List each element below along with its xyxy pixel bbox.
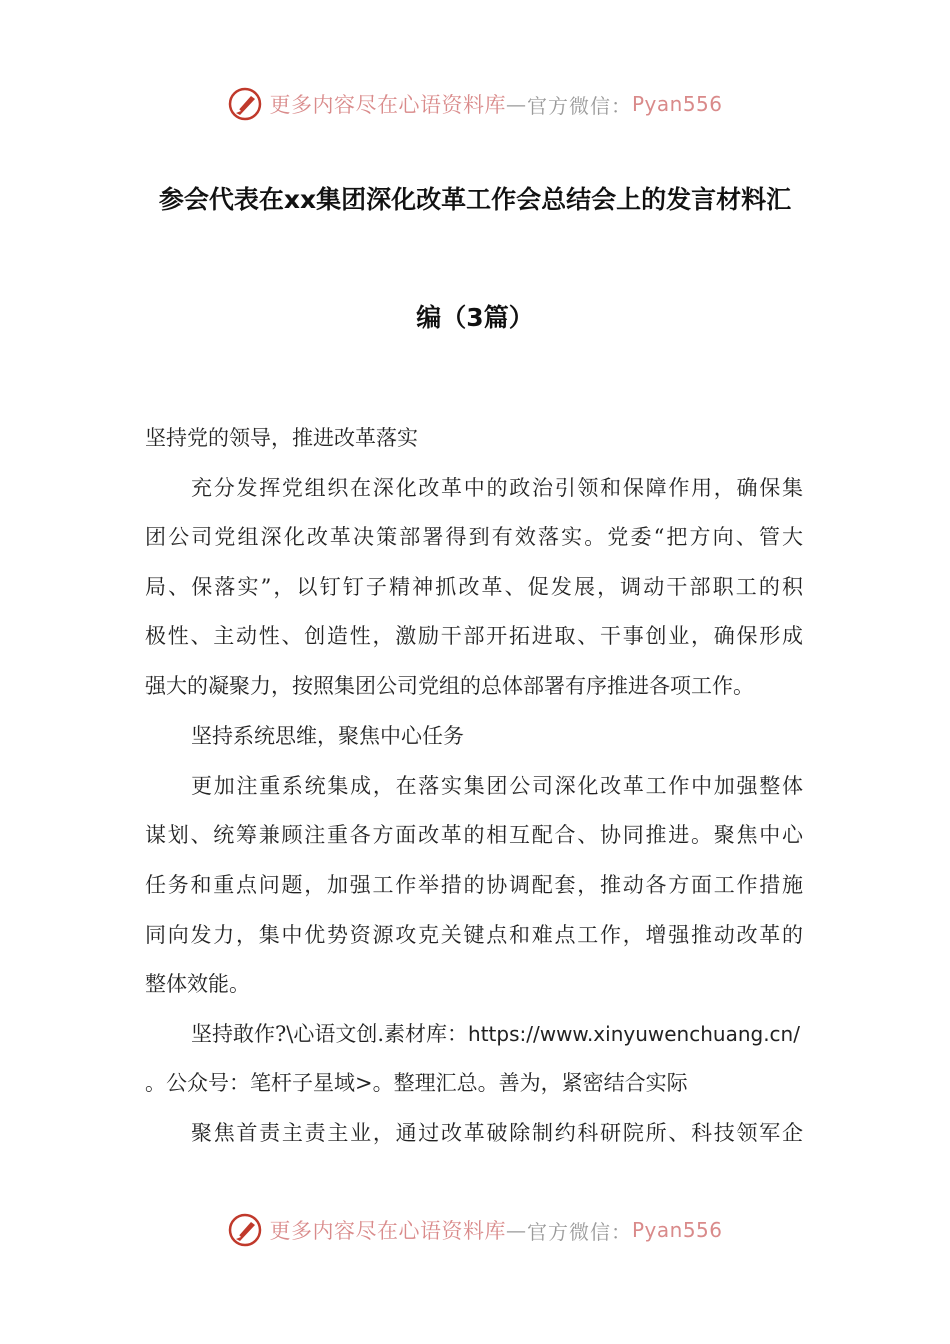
source-url-link[interactable]: https://www.xinyuwenchuang.cn/ [468,1022,800,1046]
paragraph-line: 聚焦首责主责主业，通过改革破除制约科研院所、科技领军企 [191,1121,803,1145]
paragraph-line: 极性、主动性、创造性，激励干部开拓进取、干事创业，确保形成 [145,624,803,648]
document-title-line-1: 参会代表在xx集团深化改革工作会总结会上的发言材料汇 [158,185,792,214]
paragraph-line: 。公众号：笔杆子星域>。整理汇总。善为，紧密结合实际 [145,1071,688,1095]
section-heading-1: 坚持党的领导，推进改革落实 [145,426,418,450]
banner-dash: — [505,1218,527,1242]
section-heading-3 [191,1020,800,1048]
section-heading-2: 坚持系统思维，聚焦中心任务 [191,724,464,748]
paragraph-line: 充分发挥党组织在深化改革中的政治引领和保障作用，确保集 [191,476,803,500]
pen-logo-icon [227,86,263,122]
banner-wechat-id: Pyan556 [631,1218,723,1242]
banner-text: 更多内容尽在心语资料库 [269,93,506,117]
paragraph-line: 整体效能。 [145,972,250,996]
banner-wechat-label: 官方微信： [526,93,632,118]
pen-logo-icon [227,1212,263,1248]
banner-wechat-label: 官方微信： [526,1219,632,1244]
paragraph-line: 更加注重系统集成，在落实集团公司深化改革工作中加强整体 [191,774,803,798]
paragraph-line: 谋划、统筹兼顾注重各方面改革的相互配合、协同推进。聚焦中心 [145,823,803,847]
heading-3-text: 坚持敢作?\心语文创.素材库： [191,1022,469,1046]
banner-wechat-id: Pyan556 [631,92,723,116]
banner-dash: — [505,92,527,116]
paragraph-line: 团公司党组深化改革决策部署得到有效落实。党委“把方向、管大 [145,525,803,549]
header-watermark-banner [0,82,950,126]
paragraph-line: 同向发力，集中优势资源攻克关键点和难点工作，增强推动改革的 [145,923,803,947]
document-title-line-2: 编（3篇） [416,303,534,332]
paragraph-line: 任务和重点问题，加强工作举措的协调配套，推动各方面工作措施 [145,873,803,897]
paragraph-line: 局、保落实”，以钉钉子精神抓改革、促发展，调动干部职工的积 [145,575,803,599]
paragraph-line: 强大的凝聚力，按照集团公司党组的总体部署有序推进各项工作。 [145,674,754,698]
footer-watermark-banner [0,1208,950,1252]
banner-text: 更多内容尽在心语资料库 [269,1219,506,1243]
